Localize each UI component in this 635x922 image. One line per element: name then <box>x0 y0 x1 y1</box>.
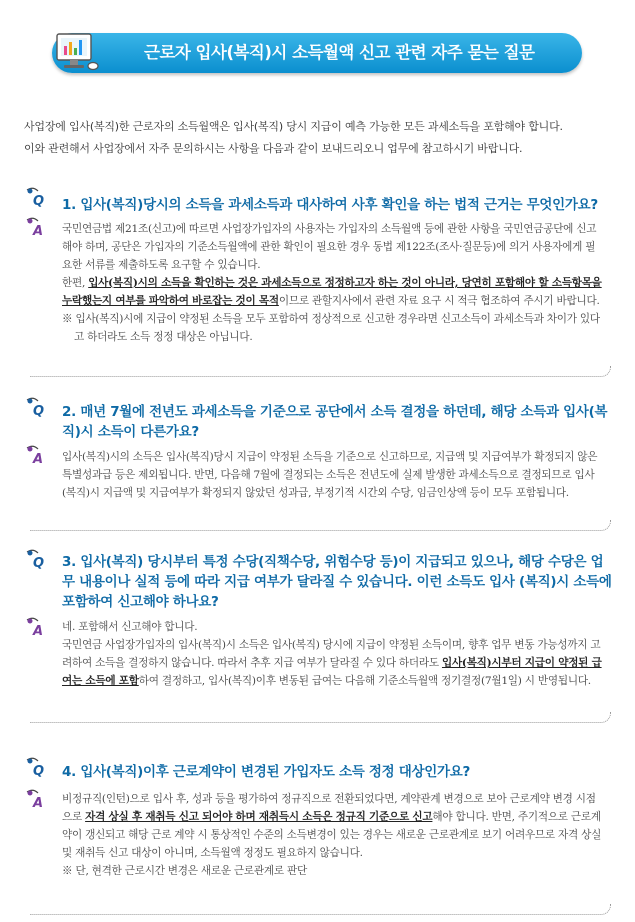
question-number: 3. <box>62 554 76 570</box>
q-icon <box>24 548 44 568</box>
svg-text:Q: Q <box>33 404 45 418</box>
answer-text: 이므로 관할지사에서 관련 자료 요구 시 적극 협조하여 주시기 바랍니다. <box>278 295 600 307</box>
answer-paragraph <box>62 636 604 690</box>
qa-item-2 <box>24 396 614 526</box>
question-text: 매년 7월에 전년도 과세소득을 기준으로 공단에서 소득 결정을 하던데, 해당 소득과 입사(복직)시 소득이 다른가요? <box>62 404 608 440</box>
svg-text:Q: Q <box>33 556 45 570</box>
svg-text:A: A <box>33 796 44 810</box>
answer-3 <box>62 618 604 690</box>
question-number: 4. <box>62 764 76 780</box>
question-1 <box>62 195 614 215</box>
computer-chart-icon <box>55 30 101 72</box>
svg-text:A: A <box>33 224 44 238</box>
answer-note: ※ 단, 현격한 근로시간 변경은 새로운 근로관계로 판단 <box>62 865 307 877</box>
a-icon <box>24 616 44 636</box>
intro-line-2: 이와 관련해서 사업장에서 자주 문의하시는 사항을 다음과 같이 보내드리오니 업무에 참고하시기 바랍니다. <box>24 142 523 155</box>
qa-item-3 <box>24 548 614 728</box>
question-3 <box>62 552 614 612</box>
answer-2 <box>62 448 604 502</box>
divider <box>30 904 611 915</box>
answer-text: 하여 결정하고, 입사(복직)이후 변동된 급여는 다음해 기준소득월액 정기결정(7월1일) 시 반영됩니다. <box>138 675 591 687</box>
question-4 <box>62 762 614 782</box>
question-number: 2. <box>62 404 76 420</box>
qa-item-1 <box>24 186 614 386</box>
a-icon <box>24 444 44 464</box>
intro-text <box>24 116 624 160</box>
answer-4 <box>62 790 604 880</box>
answer-emphasis: 입사(복직)시부터 지급이 약정된 급여는 소득에 포함 <box>62 657 602 687</box>
svg-text:A: A <box>33 452 44 466</box>
answer-emphasis: 입사(복직)시의 소득을 확인하는 것은 과세소득으로 정정하고자 하는 것이 아니라, 당연히 포함해야 할 소득항목을 누락했는지 여부를 파악하여 바로잡는 것이 목적 <box>62 277 602 307</box>
answer-note: ※ 입사(복직)시에 지급이 약정된 소득을 모두 포함하여 정상적으로 신고한 경우라면 신고소득이 과세소득과 차이가 있다고 하더라도 소득 정정 대상은 아닙니다. <box>62 313 600 343</box>
q-icon <box>24 186 44 206</box>
q-icon <box>24 396 44 416</box>
q-icon <box>24 756 44 776</box>
qa-item-4 <box>24 756 614 916</box>
divider <box>30 366 611 377</box>
svg-text:Q: Q <box>33 764 45 778</box>
a-icon <box>24 216 44 236</box>
answer-paragraph <box>62 274 604 310</box>
answer-text: 비정규직(인턴)으로 입사 후, 성과 등을 평가하여 정규직으로 전환되었다면, 계약관계 변경으로 보아 근로계약 변경 시점으로 <box>62 793 596 823</box>
svg-text:Q: Q <box>33 194 45 208</box>
answer-text: 국민연금 사업장가입자의 입사(복직)시 소득은 입사(복직) 당시에 지급이 약정된 소득이며, 향후 업무 변동 가능성까지 고려하여 소득을 결정하지 않습니다. 따라서 추후 지급 여부가 달라질 수 있다 하더라도 <box>62 639 601 669</box>
a-icon <box>24 788 44 808</box>
answer-1 <box>62 220 604 346</box>
answer-emphasis: 자격 상실 후 재취득 신고 되어야 하며 재취득시 소득은 정규직 기준으로 신고 <box>85 811 433 823</box>
svg-text:A: A <box>33 624 44 638</box>
divider <box>30 712 611 723</box>
question-text: 입사(복직)이후 근로계약이 변경된 가입자도 소득 정정 대상인가요? <box>80 764 471 780</box>
answer-text: 한편, <box>62 277 89 289</box>
divider <box>30 520 611 531</box>
question-number: 1. <box>62 197 76 213</box>
answer-paragraph: 국민연금법 제21조(신고)에 따르면 사업장가입자의 사용자는 가입자의 소득월액 등에 관한 사항을 국민연금공단에 신고해야 하며, 공단은 가입자의 기준소득월액에 관한 확인이 필요한 경우 동법 제122조(조사·질문등)에 의거 사용자에게 필요한 서류를 제출하도록 요구할 수 있습니다. <box>62 223 597 271</box>
intro-line-1: 사업장에 입사(복직)한 근로자의 소득월액은 입사(복직) 당시 지급이 예측 가능한 모든 과세소득을 포함해야 합니다. <box>24 120 563 133</box>
question-text: 입사(복직) 당시부터 특정 수당(직책수당, 위험수당 등)이 지급되고 있으나, 해당 수당은 업무 내용이나 실적 등에 따라 지급 여부가 달라질 수 있습니다. 이런 소득도 입사 (복직)시 소득에 포함하여 신고해야 하나요? <box>62 554 612 610</box>
title-banner <box>52 33 582 73</box>
answer-paragraph: 입사(복직)시의 소득은 입사(복직)당시 지급이 약정된 소득을 기준으로 신고하므로, 지급액 및 지급여부가 확정되지 않은 특별성과급 등은 제외됩니다. 반면, 다음해 7월에 결정되는 소득은 전년도에 실제 발생한 과세소득으로 결정되므로 입사(복직)시 지급액 및 지급여부가 확정되지 않았던 성과급, 부정기적 시간외 수당, 임금인상액 등이 모두 포함됩니다. <box>62 451 598 499</box>
question-text: 입사(복직)당시의 소득을 과세소득과 대사하여 사후 확인을 하는 법적 근거는 무엇인가요? <box>80 197 598 213</box>
answer-text: 해야 합니다. 반면, 주기적으로 근로계약이 갱신되고 해당 근로 계약 시 통상적인 수준의 소득변경이 있는 경우는 새로운 근로관계로 보기 어려우므로 자격 상실 및 재취득 신고 대상이 아니며, 소득월액 정정도 필요하지 않습니다. <box>62 811 602 859</box>
page-title: 근로자 입사(복직)시 소득월액 신고 관련 자주 묻는 질문 <box>144 43 535 62</box>
question-2 <box>62 402 614 442</box>
answer-paragraph <box>62 790 604 862</box>
answer-paragraph: 네. 포함해서 신고해야 합니다. <box>62 621 198 633</box>
